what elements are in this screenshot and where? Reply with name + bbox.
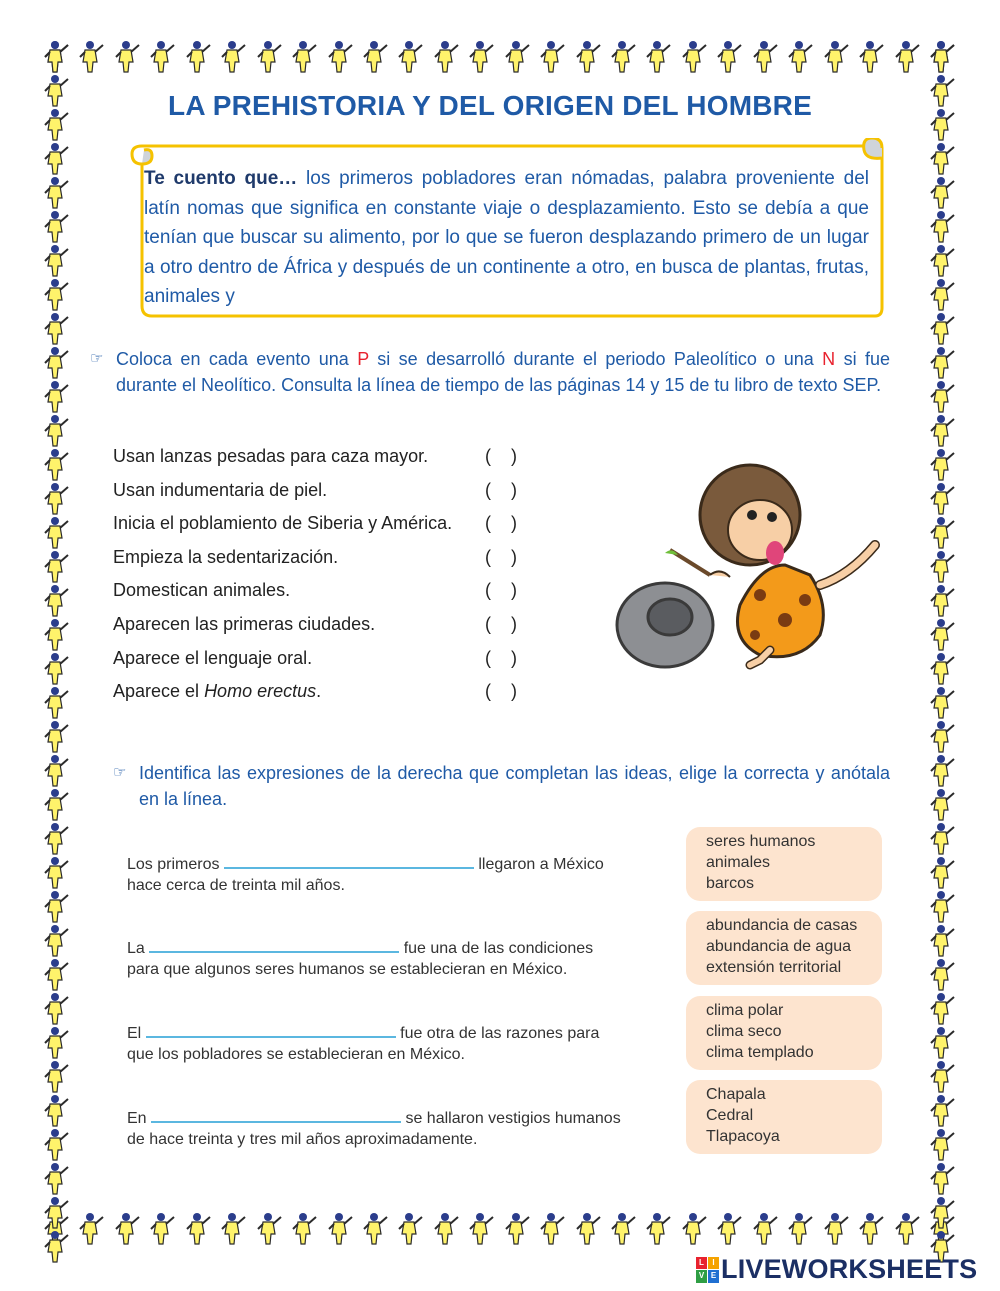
border-figure-icon xyxy=(42,754,72,788)
option-item: clima templado xyxy=(706,1044,814,1061)
border-figure-icon xyxy=(77,1212,107,1248)
border-figure-icon xyxy=(928,414,958,448)
border-figure-icon xyxy=(396,40,426,76)
border-figure-icon xyxy=(928,1128,958,1162)
border-figure-icon xyxy=(148,40,178,76)
logo-letter: V xyxy=(696,1270,707,1283)
logo-letter: E xyxy=(708,1270,719,1283)
border-figure-icon xyxy=(928,1196,958,1230)
event-item: Aparece el Homo erectus. xyxy=(113,681,322,702)
option-box xyxy=(686,827,882,901)
answer-blank-line[interactable] xyxy=(149,937,399,953)
border-figure-icon xyxy=(113,40,143,76)
decorative-border-bottom xyxy=(42,1212,958,1248)
event-item: Inicia el poblamiento de Siberia y América. xyxy=(113,513,453,534)
border-figure-icon xyxy=(574,1212,604,1248)
border-figure-icon xyxy=(538,1212,568,1248)
border-figure-icon xyxy=(290,40,320,76)
border-figure-icon xyxy=(928,856,958,890)
border-figure-icon xyxy=(42,142,72,176)
option-box xyxy=(686,996,882,1070)
border-figure-icon xyxy=(42,550,72,584)
border-figure-icon xyxy=(42,210,72,244)
border-figure-icon xyxy=(42,1094,72,1128)
border-figure-icon xyxy=(42,1060,72,1094)
border-figure-icon xyxy=(609,40,639,76)
intro-text: los primeros pobladores eran nómadas, palabra proveniente del latín nomas que significa en constante viaje o desplazamiento. Esto se debía a que tenían que buscar su alimento, por lo que se fueron desplazando primero de un lugar a otro dentro de África y después de un continente a otro, en busca de plantas, frutas, animales y xyxy=(144,168,869,307)
border-figure-icon xyxy=(42,720,72,754)
border-figure-icon xyxy=(928,652,958,686)
border-figure-icon xyxy=(680,40,710,76)
pointing-hand-icon: ☞ xyxy=(90,350,104,367)
stone-wheel-icon xyxy=(617,583,713,667)
border-figure-icon xyxy=(857,1212,887,1248)
answer-parentheses[interactable]: ( ) xyxy=(485,479,517,500)
event-item: Aparece el lenguaje oral. xyxy=(113,647,313,668)
event-item: Domestican animales. xyxy=(113,580,291,601)
instruction-2: ☞ Identifica las expresiones de la derecha que completan las ideas, elige la correcta y anótala en la línea. xyxy=(139,760,890,812)
border-figure-icon xyxy=(822,40,852,76)
border-figure-icon xyxy=(326,1212,356,1248)
border-figure-icon xyxy=(928,380,958,414)
answer-parentheses[interactable]: ( ) xyxy=(485,546,517,567)
border-figure-icon xyxy=(928,1094,958,1128)
border-figure-icon xyxy=(928,788,958,822)
option-item: seres humanos xyxy=(706,833,816,850)
border-figure-icon xyxy=(219,40,249,76)
logo-letter: I xyxy=(708,1257,719,1270)
border-figure-icon xyxy=(42,958,72,992)
border-figure-icon xyxy=(42,924,72,958)
logo-letter: L xyxy=(696,1257,707,1270)
border-figure-icon xyxy=(928,346,958,380)
brand-text: LIVEWORKSHEETS xyxy=(721,1254,978,1284)
option-item: abundancia de casas xyxy=(706,917,858,934)
border-figure-icon xyxy=(42,108,72,142)
option-item: animales xyxy=(706,854,771,871)
border-figure-icon xyxy=(42,414,72,448)
answer-parentheses[interactable]: ( ) xyxy=(485,647,517,668)
liveworksheets-icon xyxy=(696,1257,718,1283)
border-figure-icon xyxy=(928,686,958,720)
border-figure-icon xyxy=(928,176,958,210)
answer-parentheses[interactable]: ( ) xyxy=(485,513,517,534)
option-item: Cedral xyxy=(706,1107,754,1124)
border-figure-icon xyxy=(42,890,72,924)
border-figure-icon xyxy=(928,142,958,176)
intro-lead: Te cuento que… xyxy=(144,168,298,189)
border-figure-icon xyxy=(77,40,107,76)
border-figure-icon xyxy=(503,40,533,76)
border-figure-icon xyxy=(255,40,285,76)
border-figure-icon xyxy=(42,1230,72,1264)
border-figure-icon xyxy=(255,1212,285,1248)
border-figure-icon xyxy=(715,1212,745,1248)
border-figure-icon xyxy=(928,108,958,142)
border-figure-icon xyxy=(786,1212,816,1248)
border-figure-icon xyxy=(822,1212,852,1248)
answer-blank-line[interactable] xyxy=(151,1107,401,1123)
border-figure-icon xyxy=(928,992,958,1026)
border-figure-icon xyxy=(219,1212,249,1248)
border-figure-icon xyxy=(42,992,72,1026)
answer-blank-line[interactable] xyxy=(146,1022,396,1038)
page-title: LA PREHISTORIA Y DEL ORIGEN DEL HOMBRE xyxy=(168,90,812,121)
border-figure-icon xyxy=(928,958,958,992)
answer-parentheses[interactable]: ( ) xyxy=(485,580,517,601)
border-figure-icon xyxy=(574,40,604,76)
letter-n: N xyxy=(822,349,836,369)
decorative-border-top xyxy=(42,40,958,76)
border-figure-icon xyxy=(928,244,958,278)
border-figure-icon xyxy=(42,74,72,108)
border-figure-icon xyxy=(928,550,958,584)
border-figure-icon xyxy=(928,822,958,856)
border-figure-icon xyxy=(715,40,745,76)
border-figure-icon xyxy=(751,40,781,76)
sentence: El fue otra de las razones para que los pobladores se establecieran en México. xyxy=(127,1022,647,1065)
caveman-illustration xyxy=(610,455,900,670)
option-item: abundancia de agua xyxy=(706,938,852,955)
pointing-hand-icon: ☞ xyxy=(113,764,127,781)
border-figure-icon xyxy=(432,1212,462,1248)
instruction-1: ☞ Coloca en cada evento una P si se desarrolló durante el periodo Paleolítico o una N si fue durante el Neolítico. Consulta la línea de tiempo de las páginas 14 y 15 de tu libro de texto SEP. xyxy=(116,346,890,398)
border-figure-icon xyxy=(42,1026,72,1060)
border-figure-icon xyxy=(928,1026,958,1060)
border-figure-icon xyxy=(42,618,72,652)
decorative-border-right xyxy=(928,40,958,1248)
border-figure-icon xyxy=(42,822,72,856)
option-box xyxy=(686,1080,882,1154)
border-figure-icon xyxy=(928,278,958,312)
border-figure-icon xyxy=(42,482,72,516)
border-figure-icon xyxy=(184,40,214,76)
border-figure-icon xyxy=(42,788,72,822)
border-figure-icon xyxy=(928,890,958,924)
border-figure-icon xyxy=(42,176,72,210)
decorative-border-left xyxy=(42,40,72,1248)
border-figure-icon xyxy=(893,40,923,76)
sentence: Los primeros llegaron a México hace cerca de treinta mil años. xyxy=(127,853,647,896)
border-figure-icon xyxy=(467,40,497,76)
border-figure-icon xyxy=(42,516,72,550)
border-figure-icon xyxy=(928,482,958,516)
border-figure-icon xyxy=(184,1212,214,1248)
border-figure-icon xyxy=(148,1212,178,1248)
border-figure-icon xyxy=(42,652,72,686)
border-figure-icon xyxy=(609,1212,639,1248)
intro-paragraph xyxy=(144,164,869,310)
border-figure-icon xyxy=(42,856,72,890)
answer-parentheses[interactable]: ( ) xyxy=(485,681,517,702)
border-figure-icon xyxy=(928,618,958,652)
border-figure-icon xyxy=(42,278,72,312)
border-figure-icon xyxy=(538,40,568,76)
sentence: La fue una de las condiciones para que algunos seres humanos se establecieran en México. xyxy=(127,937,647,980)
border-figure-icon xyxy=(928,448,958,482)
option-box xyxy=(686,911,882,985)
border-figure-icon xyxy=(432,40,462,76)
letter-p: P xyxy=(357,349,369,369)
border-figure-icon xyxy=(644,40,674,76)
border-figure-icon xyxy=(113,1212,143,1248)
border-figure-icon xyxy=(42,244,72,278)
border-figure-icon xyxy=(928,1060,958,1094)
border-figure-icon xyxy=(928,1162,958,1196)
border-figure-icon xyxy=(42,40,72,74)
event-item: Empieza la sedentarización. xyxy=(113,546,339,567)
border-figure-icon xyxy=(42,312,72,346)
border-figure-icon xyxy=(644,1212,674,1248)
border-figure-icon xyxy=(396,1212,426,1248)
border-figure-icon xyxy=(290,1212,320,1248)
border-figure-icon xyxy=(326,40,356,76)
border-figure-icon xyxy=(928,40,958,74)
border-figure-icon xyxy=(42,448,72,482)
border-figure-icon xyxy=(928,924,958,958)
border-figure-icon xyxy=(42,686,72,720)
border-figure-icon xyxy=(928,720,958,754)
border-figure-icon xyxy=(42,1196,72,1230)
event-item: Usan indumentaria de piel. xyxy=(113,479,328,500)
border-figure-icon xyxy=(928,516,958,550)
border-figure-icon xyxy=(893,1212,923,1248)
border-figure-icon xyxy=(928,754,958,788)
border-figure-icon xyxy=(361,40,391,76)
border-figure-icon xyxy=(928,584,958,618)
option-item: Chapala xyxy=(706,1086,766,1103)
border-figure-icon xyxy=(928,312,958,346)
border-figure-icon xyxy=(786,40,816,76)
border-figure-icon xyxy=(42,1128,72,1162)
liveworksheets-logo xyxy=(696,1254,977,1285)
border-figure-icon xyxy=(680,1212,710,1248)
border-figure-icon xyxy=(467,1212,497,1248)
border-figure-icon xyxy=(42,346,72,380)
border-figure-icon xyxy=(928,74,958,108)
border-figure-icon xyxy=(751,1212,781,1248)
event-item: Aparecen las primeras ciudades. xyxy=(113,614,376,634)
border-figure-icon xyxy=(42,584,72,618)
option-item: barcos xyxy=(706,875,755,892)
option-item: clima seco xyxy=(706,1023,782,1040)
answer-parentheses[interactable]: ( ) xyxy=(485,446,517,466)
sentence: En se hallaron vestigios humanos de hace treinta y tres mil años aproximadamente. xyxy=(127,1107,647,1150)
border-figure-icon xyxy=(42,1162,72,1196)
event-item: Usan lanzas pesadas para caza mayor. xyxy=(113,446,429,466)
answer-parentheses[interactable]: ( ) xyxy=(485,614,517,634)
answer-blank-line[interactable] xyxy=(224,853,474,869)
option-item: Tlapacoya xyxy=(706,1128,780,1145)
option-item: extensión territorial xyxy=(706,959,842,976)
border-figure-icon xyxy=(42,380,72,414)
border-figure-icon xyxy=(928,210,958,244)
border-figure-icon xyxy=(857,40,887,76)
border-figure-icon xyxy=(503,1212,533,1248)
border-figure-icon xyxy=(361,1212,391,1248)
option-item: clima polar xyxy=(706,1002,784,1019)
